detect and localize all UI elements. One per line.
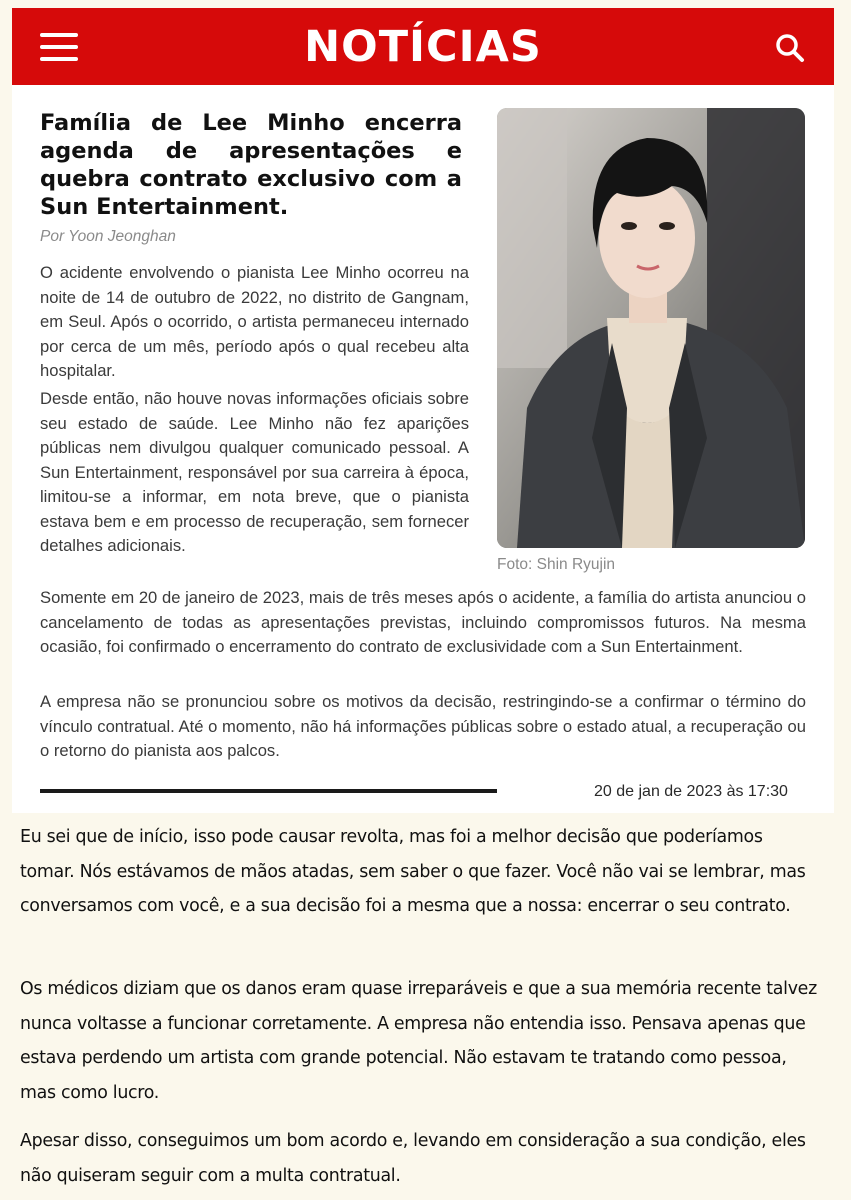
search-icon[interactable] xyxy=(774,32,806,64)
article-paragraph: O acidente envolvendo o pianista Lee Minho ocorreu na noite de 14 de outubro de 2022, no distrito de Gangnam, em Seul. Após o ocorrido, o artista permaneceu internado por cerca de um mês, período após o qual recebeu alta hospitalar. xyxy=(40,263,469,380)
article-divider xyxy=(40,789,497,793)
top-navigation-bar xyxy=(12,8,834,85)
site-title[interactable]: NOTÍCIAS xyxy=(304,22,542,72)
article-photo xyxy=(497,108,805,548)
article-headline: Família de Lee Minho encerra agenda de apresentações e quebra contrato exclusivo com a Sun Entertainment. xyxy=(40,110,462,220)
news-article xyxy=(12,85,834,813)
article-timestamp: 20 de jan de 2023 às 17:30 xyxy=(594,783,788,800)
article-paragraph: Desde então, não houve novas informações oficiais sobre seu estado de saúde. Lee Minho não fez aparições públicas nem divulgou qualquer comunicado pessoal. A Sun Entertainment, responsável por sua carreira à época, limitou-se a informar, em nota breve, que o pianista estava bem e em processo de recuperação, sem fornecer detalhes adicionais. xyxy=(40,389,469,555)
article-byline: Por Yoon Jeonghan xyxy=(40,228,176,245)
note-paragraph: Apesar disso, conseguimos um bom acordo e, levando em consideração a sua condição, eles não quiseram seguir com a multa contratual. xyxy=(20,1131,806,1186)
note-paragraph: Os médicos diziam que os danos eram quase irreparáveis e que a sua memória recente talvez nunca voltasse a funcionar corretamente. A empresa não entendia isso. Pensava apenas que estava perdendo um artista com grande potencial. Não estavam te tratando como pessoa, mas como lucro. xyxy=(20,979,817,1103)
note-paragraph: Eu sei que de início, isso pode causar revolta, mas foi a melhor decisão que poderíamos tomar. Nós estávamos de mãos atadas, sem saber o que fazer. Você não vai se lembrar, mas conversamos com você, e a sua decisão foi a mesma que a nossa: encerrar o seu contrato. xyxy=(20,827,806,916)
photo-caption: Foto: Shin Ryujin xyxy=(497,556,616,573)
article-paragraph: Somente em 20 de janeiro de 2023, mais de três meses após o acidente, a família do artista anunciou o cancelamento de todas as apresentações previstas, incluindo compromissos futuros. Na mesma ocasião, foi confirmado o encerramento do contrato de exclusividade com a Sun Entertainment. xyxy=(40,588,806,656)
article-paragraph: A empresa não se pronunciou sobre os motivos da decisão, restringindo-se a confirmar o término do vínculo contratual. Até o momento, não há informações públicas sobre o estado atual, a recuperação ou o retorno do pianista aos palcos. xyxy=(40,692,806,760)
